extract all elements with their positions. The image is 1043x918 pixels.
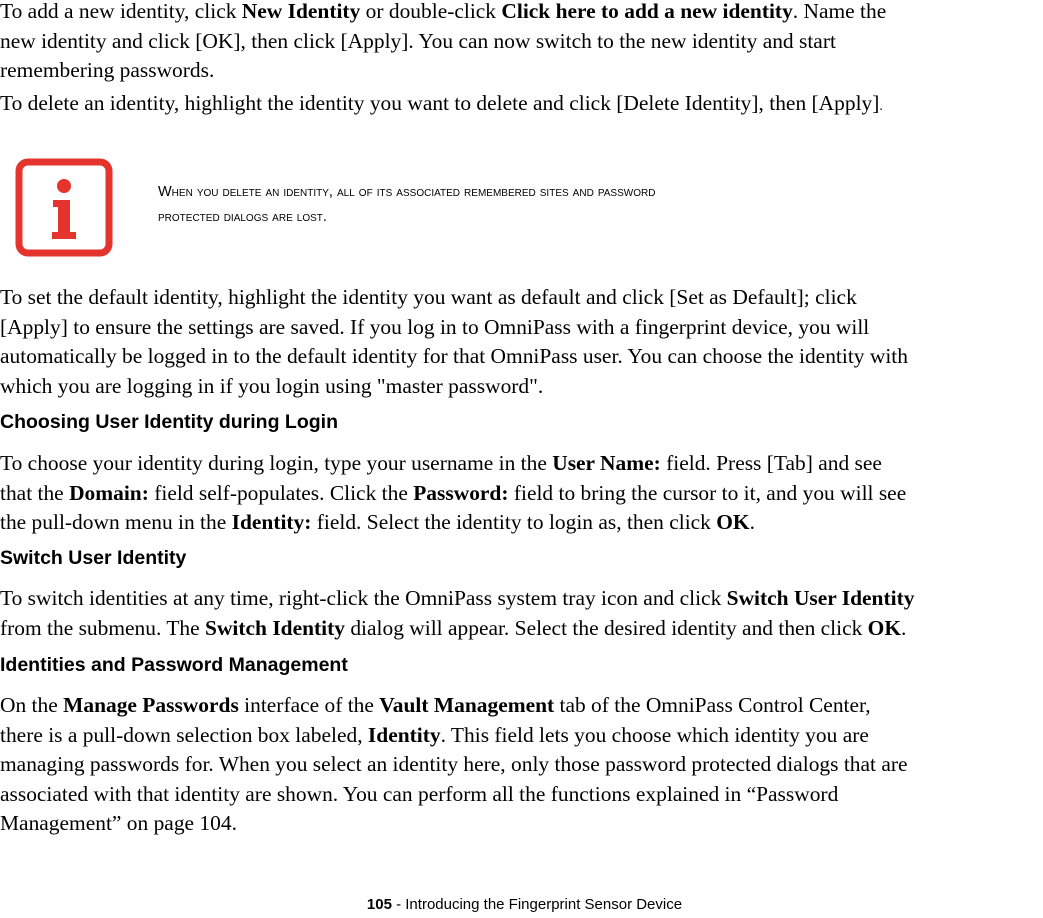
text-line: To set the default identity, highlight the identity you want as default and click [Set as Default]; click	[0, 285, 857, 309]
text-line: there is a pull-down selection box labeled, Identity. This field lets you choose which identity you are	[0, 722, 869, 747]
page-number: 105	[366, 896, 392, 913]
text-line: from the submenu. The Switch Identity dialog will appear. Select the desired identity and then click OK.	[0, 615, 907, 640]
text-line: automatically be logged in to the default identity for that OmniPass user. You can choose the identity with	[0, 344, 908, 368]
info-icon	[15, 158, 113, 257]
text-line: To delete an identity, highlight the identity you want to delete and click [Delete Identity], then [Apply].	[0, 91, 883, 115]
note-line: protected dialogs are lost.	[158, 209, 327, 225]
paragraph-add-identity	[0, 0, 1043, 86]
text-line: new identity and click [OK], then click [Apply]. You can now switch to the new identity and start	[0, 28, 836, 53]
text-line: associated with that identity are shown. You can perform all the functions explained in “Password	[0, 781, 839, 806]
text-line: [Apply] to ensure the settings are saved. If you log in to OmniPass with a fingerprint device, you will	[0, 314, 870, 339]
text-line: To switch identities at any time, right-click the OmniPass system tray icon and click Switch User Identity	[0, 586, 915, 610]
text-line: Management” on page 104.	[0, 811, 237, 835]
text-line: which you are logging in if you login using "master password".	[0, 373, 544, 398]
footer-title: - Introducing the Fingerprint Sensor Device	[391, 896, 683, 913]
note-line: When you delete an identity, all of its associated remembered sites and password	[158, 184, 656, 200]
text-line: that the Domain: field self-populates. Click the Password: field to bring the cursor to it, and you will see	[0, 480, 907, 505]
section-heading-switch-identity: Switch User Identity	[0, 547, 187, 569]
section-heading-password-management: Identities and Password Management	[0, 654, 348, 676]
paragraph-password-management	[0, 691, 1043, 839]
text-line: managing passwords for. When you select an identity here, only those password protected dialogs that are	[0, 752, 908, 776]
paragraph-default-identity	[0, 283, 1043, 401]
paragraph-delete-identity	[0, 89, 1043, 122]
paragraph-switch-identity	[0, 584, 1043, 643]
text-line: On the Manage Passwords interface of the Vault Management tab of the OmniPass Control Center,	[0, 693, 871, 717]
page-footer	[0, 896, 1043, 913]
section-heading-choosing-identity: Choosing User Identity during Login	[0, 411, 338, 433]
paragraph-login-identity	[0, 449, 1043, 538]
text-line: the pull-down menu in the Identity: field. Select the identity to login as, then click OK.	[0, 510, 755, 534]
text-line: remembering passwords.	[0, 58, 215, 82]
text-line: To choose your identity during login, type your username in the User Name: field. Press [Tab] and see	[0, 451, 882, 475]
text-line: To add a new identity, click New Identity or double-click Click here to add a new identity. Name the	[0, 0, 887, 23]
note-warning-text	[158, 180, 655, 230]
